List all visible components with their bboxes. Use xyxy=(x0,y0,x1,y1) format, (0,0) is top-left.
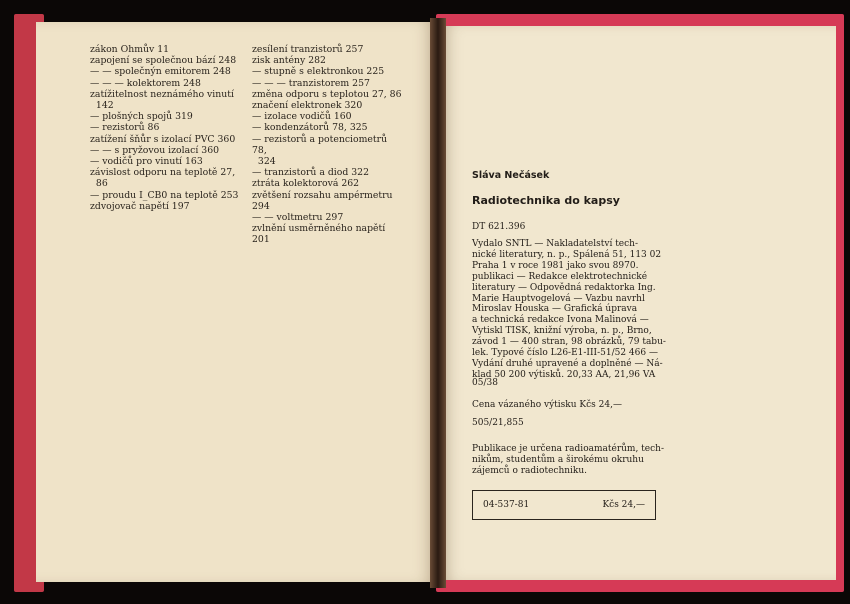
index-entry: — rezistorů 86 xyxy=(90,122,160,134)
index-entry: značení elektronek 320 xyxy=(252,100,363,112)
index-entry: — — — tranzistorem 257 xyxy=(252,77,370,89)
imprint-line: Marie Hauptvogelová — Vazbu navrhl xyxy=(472,293,645,304)
audience-text xyxy=(472,444,664,477)
price-box-price: Kčs 24,— xyxy=(602,500,645,510)
imprint-text xyxy=(472,239,666,381)
imprint-line: nické literatury, n. p., Spálená 51, 113 02 xyxy=(472,249,662,260)
index-entry: — proudu I_CB0 na teplotě 253 xyxy=(90,189,239,201)
index-entry: zvlnění usměrněného napětí 201 xyxy=(252,223,389,246)
index-entry: ztráta kolektorová 262 xyxy=(252,178,360,190)
index-column-2 xyxy=(252,44,404,246)
index-entry: zvětšení rozsahu ampérmetru 294 xyxy=(252,189,396,212)
imprint-line: publikaci — Redakce elektrotechnické xyxy=(472,271,648,282)
index-entry: — stupně s elektronkou 225 xyxy=(252,66,385,78)
imprint-line: lek. Typové číslo L26-E1-III-51/52 466 — xyxy=(472,348,658,359)
index-entry: — tranzistorů a diod 322 xyxy=(252,167,369,179)
index-entry: 324 xyxy=(252,156,276,168)
dt-classification: DT 621.396 xyxy=(472,222,526,232)
audience-line: Publikace je určena radioamatérům, tech- xyxy=(472,444,664,454)
index-entry: — rezistorů a potenciometrů 78, xyxy=(252,133,391,156)
imprint-code-secondary: 505/21,855 xyxy=(472,418,524,428)
index-entry: — plošných spojů 319 xyxy=(90,111,193,123)
index-entry: zákon Ohmův 11 xyxy=(90,44,170,55)
price-box xyxy=(472,490,656,520)
audience-line: zájemců o radiotechniku. xyxy=(472,465,588,476)
imprint-line: a technická redakce Ivona Malinová — xyxy=(472,315,649,326)
index-entry: 142 xyxy=(90,100,114,112)
index-entry: zatížitelnost neznámého vinutí xyxy=(90,88,234,100)
index-entry: zapojení se společnou bází 248 xyxy=(90,55,237,67)
book-gutter xyxy=(430,18,446,588)
book-title: Radiotechnika do kapsy xyxy=(472,194,620,207)
index-entry: — — s pryžovou izolací 360 xyxy=(90,144,220,156)
index-entry: — izolace vodičů 160 xyxy=(252,111,352,123)
index-entry: změna odporu s teplotou 27, 86 xyxy=(252,88,402,100)
imprint-line: klad 50 200 výtisků. 20,33 AA, 21,96 VA xyxy=(472,369,656,380)
index-entry: zdvojovač napětí 197 xyxy=(90,200,190,212)
index-entry: zisk antény 282 xyxy=(252,55,326,67)
price-text: Cena vázaného výtisku Kčs 24,— xyxy=(472,400,622,410)
index-entry: 86 xyxy=(90,178,108,190)
imprint-line: Vytiskl TISK, knižní výroba, n. p., Brno, xyxy=(472,326,652,337)
imprint-line: Vydání druhé upravené a doplněné — Ná- xyxy=(472,358,663,369)
author-name: Sláva Nečásek xyxy=(472,170,550,181)
imprint-line: Vydalo SNTL — Nakladatelství tech- xyxy=(472,239,639,249)
index-entry: — kondenzátorů 78, 325 xyxy=(252,122,368,134)
imprint-line: závod 1 — 400 stran, 98 obrázků, 79 tabu- xyxy=(472,337,666,348)
imprint-line: literatury — Odpovědná redaktorka Ing. xyxy=(472,282,656,293)
index-entry: zesílení tranzistorů 257 xyxy=(252,44,364,55)
audience-line: nikům, studentům a širokému okruhu xyxy=(472,454,644,465)
index-entry: — vodičů pro vinutí 163 xyxy=(90,156,203,168)
index-entry: závislost odporu na teplotě 27, xyxy=(90,167,236,179)
imprint-code: 05/38 xyxy=(472,378,498,388)
index-entry: — — společnýn emitorem 248 xyxy=(90,66,231,78)
imprint-line: Miroslav Houska — Grafická úprava xyxy=(472,304,638,315)
price-box-code: 04-537-81 xyxy=(483,500,530,510)
index-entry: — — voltmetru 297 xyxy=(252,212,344,224)
index-entry: — — — kolektorem 248 xyxy=(90,77,201,89)
index-entry: zatížení šňůr s izolací PVC 360 xyxy=(90,133,236,145)
imprint-line: Praha 1 v roce 1981 jako svou 8970. xyxy=(472,260,639,271)
index-column-1 xyxy=(90,44,242,212)
